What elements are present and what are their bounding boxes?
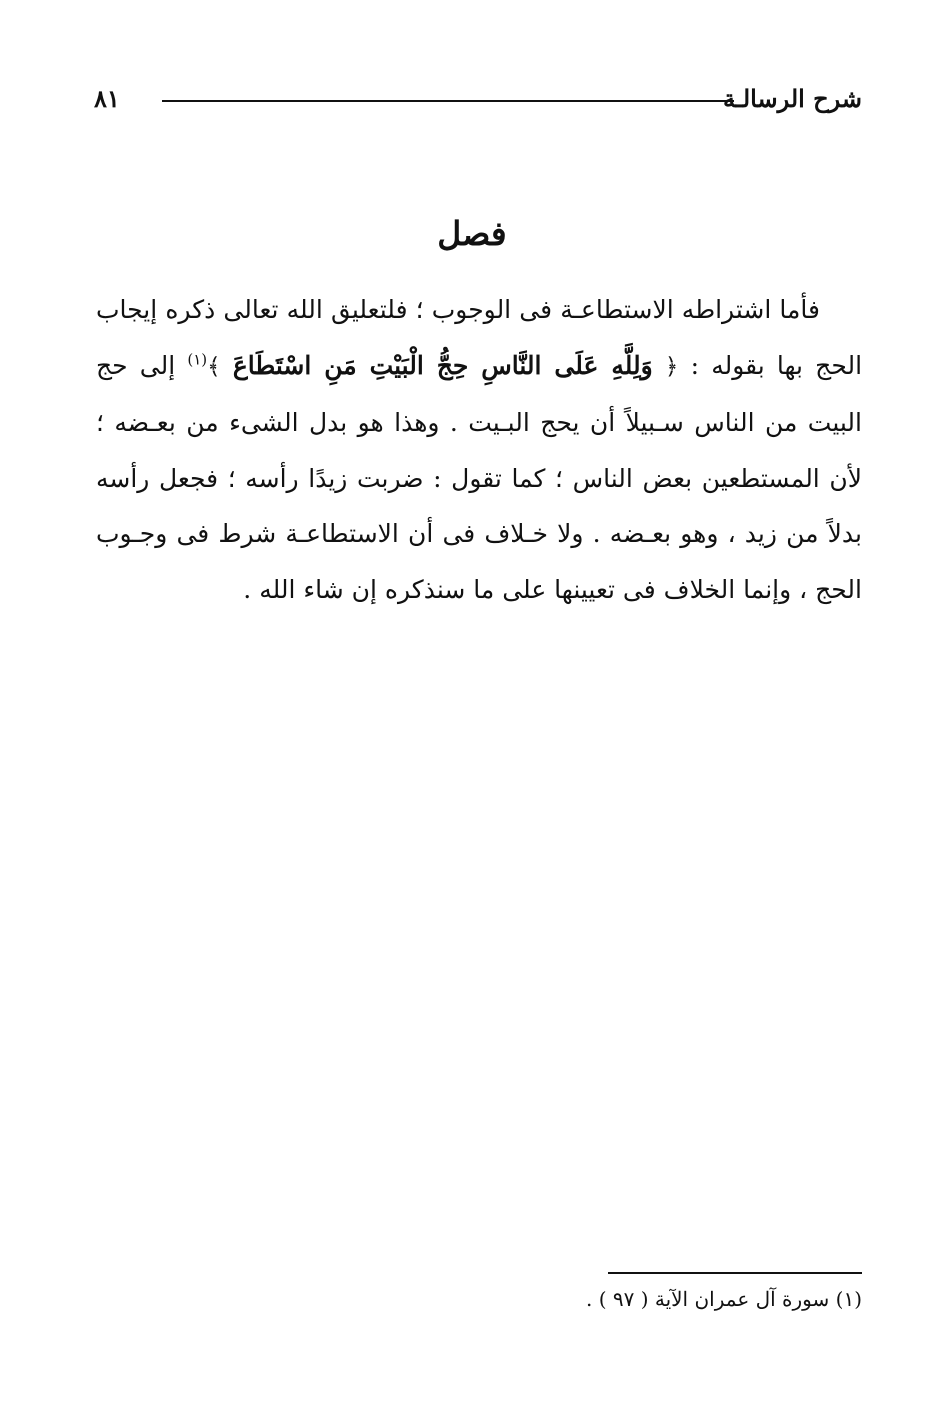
book-title: شرح الرسالـة (722, 84, 862, 113)
footnote-rule (608, 1272, 862, 1274)
verse-close-bracket: ﴾ (207, 353, 221, 380)
footnote-reference: (١) (187, 350, 208, 369)
body-paragraph (96, 282, 862, 617)
running-header (90, 78, 862, 122)
body-text-part-2: إلى حج البيت من الناس سـبيلاً أن يحج البـيت . وهذا هو بدل الشىء من بعـضه ؛ لأن المستطعين بعض الناس ؛ كما تقول : ضربت زيدًا رأسه ؛ فجعل رأسه بدلاً من زيد ، وهو بعـضه . ولا خـلاف فى أن الاستطاعـة شرط فى وجـوب الحج ، وإنما الخلاف فى تعيينها على ما سنذكره إن شاء الله . (96, 350, 862, 604)
quran-verse: وَلِلَّهِ عَلَى النَّاسِ حِجُّ الْبَيْتِ مَنِ اسْتَطَاعَ (232, 350, 653, 380)
header-rule (162, 100, 734, 102)
section-title: فصل (437, 214, 507, 253)
body-text-part-1: فأما اشتراطه الاستطاعـة فى الوجوب ؛ فلتعليق الله تعالى ذكره إيجاب الحج بها بقوله : (96, 295, 863, 380)
page-number: ٨١ (94, 84, 120, 113)
verse-open-bracket: ﴿ (664, 353, 679, 380)
footnote: (١) سورة آل عمران الآية ( ٩٧ ) . (585, 1287, 862, 1311)
